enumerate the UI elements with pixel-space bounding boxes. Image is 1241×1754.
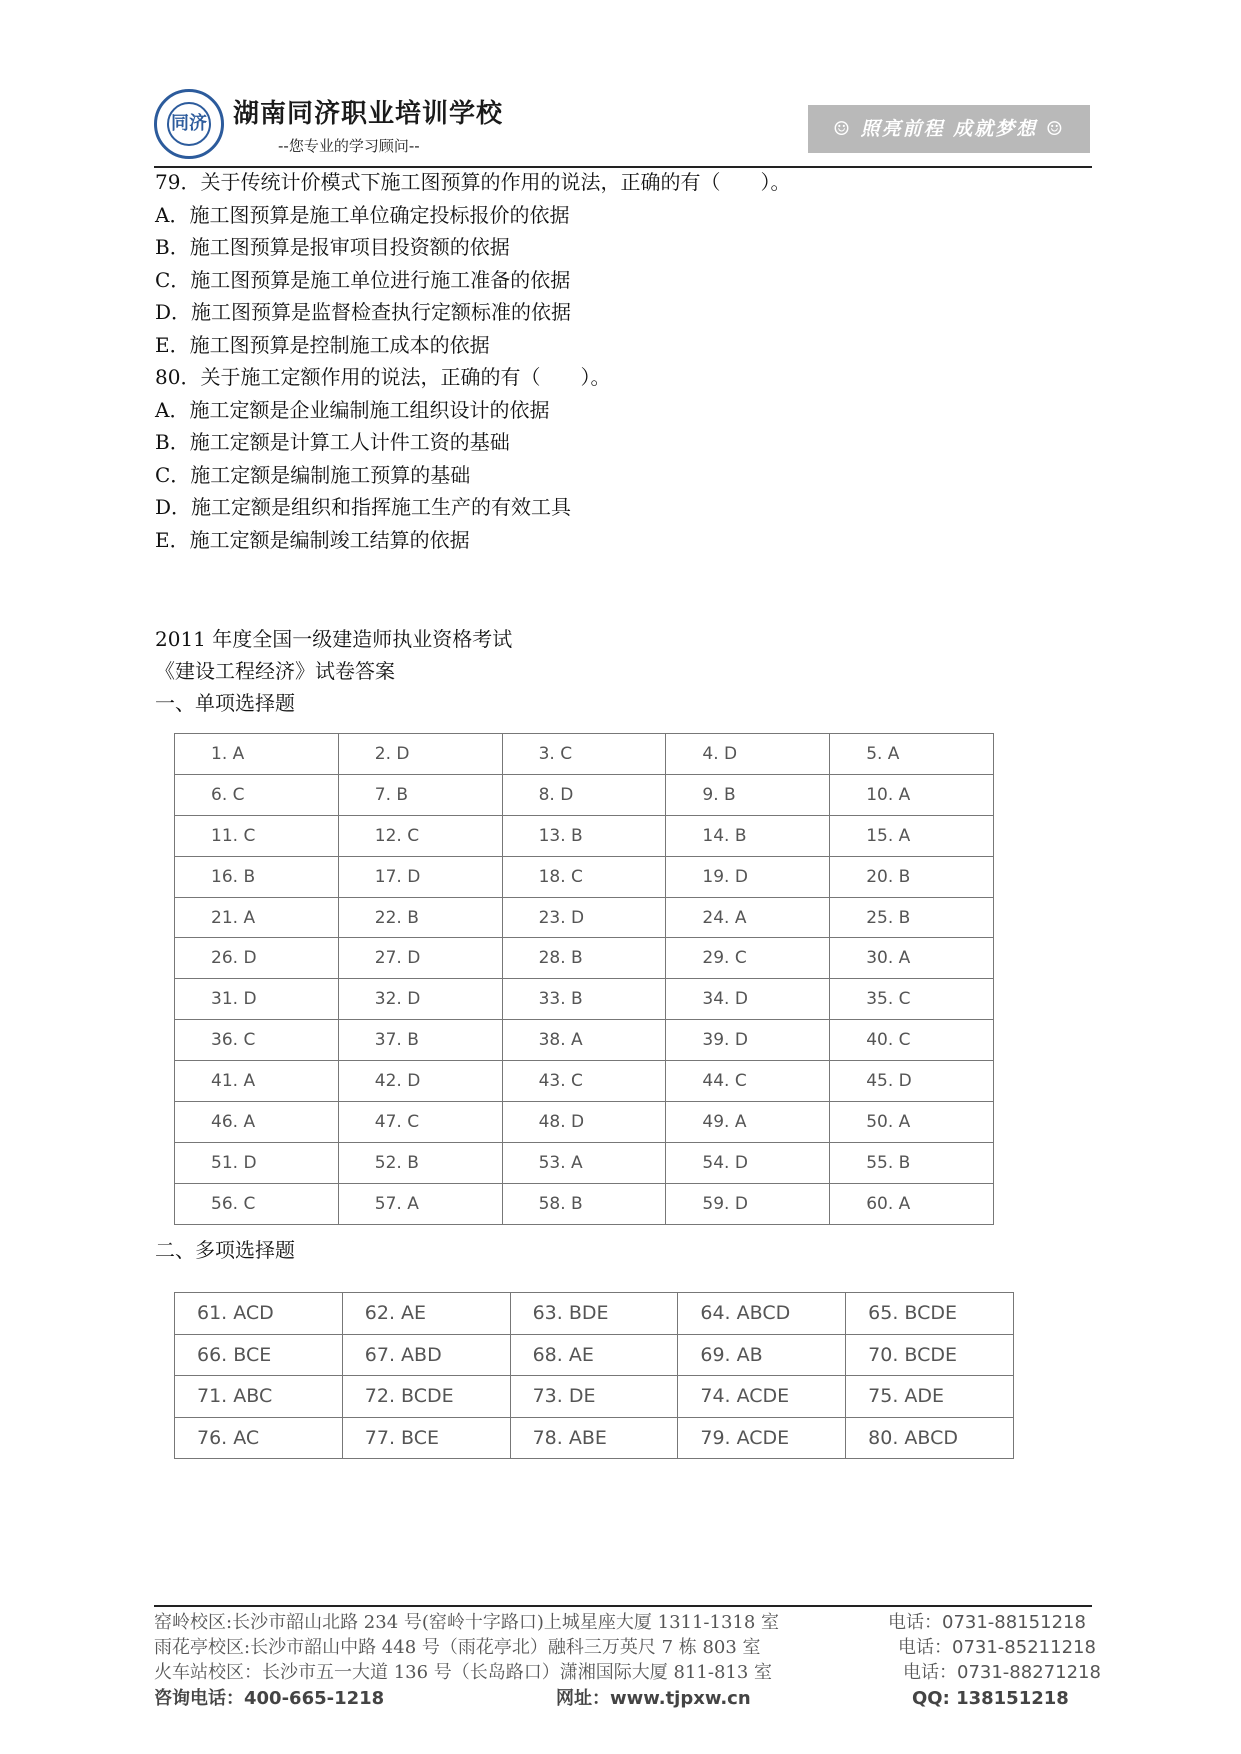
answer-cell: 59. D [666,1183,830,1224]
answer-cell: 49. A [666,1102,830,1143]
single-choice-heading: 一、单项选择题 [155,691,295,715]
answer-cell: 35. C [830,979,994,1020]
question-option: D．施工图预算是监督检查执行定额标准的依据 [155,300,572,324]
answer-cell: 61. ACD [175,1293,343,1335]
answer-cell: 80. ABCD [846,1417,1014,1459]
answer-cell: 38. A [502,1020,666,1061]
campus-address: 窑岭校区:长沙市韶山北路 234 号(窑岭十字路口)上城星座大厦 1311-1318 室 [154,1612,780,1633]
campus-address: 火车站校区：长沙市五一大道 136 号（长岛路口）潇湘国际大厦 811-813 室 [154,1662,773,1683]
answer-cell: 71. ABC [175,1376,343,1418]
answer-cell: 50. A [830,1102,994,1143]
answer-cell: 39. D [666,1020,830,1061]
answer-cell: 76. AC [175,1417,343,1459]
website[interactable]: 网址：www.tjpxw.cn [556,1688,751,1709]
answer-cell: 79. ACDE [678,1417,846,1459]
answer-cell: 27. D [338,938,502,979]
answer-cell: 23. D [502,897,666,938]
answer-cell: 51. D [175,1142,339,1183]
answer-cell: 24. A [666,897,830,938]
table-row [175,1376,1014,1418]
answer-cell: 63. BDE [510,1293,678,1335]
answer-cell: 53. A [502,1142,666,1183]
answer-cell: 30. A [830,938,994,979]
answer-cell: 28. B [502,938,666,979]
table-row [175,856,994,897]
answer-cell: 19. D [666,856,830,897]
answer-cell: 15. A [830,815,994,856]
answer-cell: 60. A [830,1183,994,1224]
answer-cell: 32. D [338,979,502,1020]
answer-cell: 37. B [338,1020,502,1061]
consult-phone: 咨询电话：400-665-1218 [154,1688,385,1709]
campus-phone: 电话：0731-85211218 [898,1637,1096,1658]
answer-cell: 36. C [175,1020,339,1061]
table-row [175,1061,994,1102]
motto-banner: ☺ 照亮前程 成就梦想 ☺ [808,105,1090,153]
table-row [175,938,994,979]
answer-cell: 65. BCDE [846,1293,1014,1335]
table-row [175,1417,1014,1459]
answer-cell: 20. B [830,856,994,897]
answer-cell: 22. B [338,897,502,938]
answer-cell: 9. B [666,774,830,815]
answer-cell: 1. A [175,734,339,775]
question-stem: 79．关于传统计价模式下施工图预算的作用的说法，正确的有（ ）。 [155,170,791,194]
table-row [175,1334,1014,1376]
answer-cell: 3. C [502,734,666,775]
campus-address: 雨花亭校区:长沙市韶山中路 448 号（雨花亭北）融科三万英尺 7 栋 803 室 [154,1637,761,1658]
answer-cell: 52. B [338,1142,502,1183]
answer-cell: 73. DE [510,1376,678,1418]
answer-cell: 46. A [175,1102,339,1143]
answer-cell: 47. C [338,1102,502,1143]
answer-cell: 10. A [830,774,994,815]
answer-cell: 77. BCE [342,1417,510,1459]
answer-cell: 13. B [502,815,666,856]
answer-cell: 66. BCE [175,1334,343,1376]
question-option: E．施工定额是编制竣工结算的依据 [155,528,470,552]
answer-cell: 42. D [338,1061,502,1102]
answer-cell: 74. ACDE [678,1376,846,1418]
answer-cell: 44. C [666,1061,830,1102]
school-name: 湖南同济职业培训学校 [233,99,504,129]
question-stem: 80．关于施工定额作用的说法，正确的有（ ）。 [155,365,611,389]
answer-cell: 62. AE [342,1293,510,1335]
answers-subtitle: 《建设工程经济》试卷答案 [155,659,395,683]
answer-cell: 78. ABE [510,1417,678,1459]
answer-cell: 21. A [175,897,339,938]
answer-cell: 56. C [175,1183,339,1224]
answer-cell: 7. B [338,774,502,815]
question-option: B．施工定额是计算工人计件工资的基础 [155,430,510,454]
answer-cell: 17. D [338,856,502,897]
question-option: A．施工图预算是施工单位确定投标报价的依据 [155,203,570,227]
answer-cell: 29. C [666,938,830,979]
answer-cell: 18. C [502,856,666,897]
campus-phone: 电话：0731-88151218 [888,1612,1086,1633]
logo-mark: 同济 [167,102,211,146]
answer-cell: 67. ABD [342,1334,510,1376]
table-row [175,979,994,1020]
answer-cell: 16. B [175,856,339,897]
page-header [150,85,1092,167]
table-row [175,897,994,938]
answer-cell: 40. C [830,1020,994,1061]
answer-cell: 31. D [175,979,339,1020]
multiple-choice-heading: 二、多项选择题 [155,1238,295,1262]
answer-cell: 45. D [830,1061,994,1102]
answer-cell: 5. A [830,734,994,775]
table-row [175,1183,994,1224]
table-row [175,1293,1014,1335]
question-option: E．施工图预算是控制施工成本的依据 [155,333,490,357]
question-option: D．施工定额是组织和指挥施工生产的有效工具 [155,495,572,519]
answer-cell: 33. B [502,979,666,1020]
answer-cell: 4. D [666,734,830,775]
answer-cell: 70. BCDE [846,1334,1014,1376]
answer-cell: 48. D [502,1102,666,1143]
answer-cell: 69. AB [678,1334,846,1376]
answer-cell: 43. C [502,1061,666,1102]
answer-cell: 41. A [175,1061,339,1102]
answer-cell: 54. D [666,1142,830,1183]
answer-cell: 2. D [338,734,502,775]
single-choice-answer-table [174,733,994,1225]
answer-cell: 68. AE [510,1334,678,1376]
question-option: C．施工定额是编制施工预算的基础 [155,463,471,487]
question-option: B．施工图预算是报审项目投资额的依据 [155,235,510,259]
answer-cell: 72. BCDE [342,1376,510,1418]
answer-cell: 34. D [666,979,830,1020]
school-logo [154,89,224,159]
answers-title: 2011 年度全国一级建造师执业资格考试 [155,627,513,651]
answer-cell: 58. B [502,1183,666,1224]
campus-phone: 电话：0731-88271218 [903,1662,1101,1683]
answer-cell: 8. D [502,774,666,815]
table-row [175,734,994,775]
answer-cell: 26. D [175,938,339,979]
answer-cell: 64. ABCD [678,1293,846,1335]
footer-divider [154,1605,1092,1607]
question-option: C．施工图预算是施工单位进行施工准备的依据 [155,268,571,292]
answer-cell: 6. C [175,774,339,815]
table-row [175,1142,994,1183]
answer-cell: 57. A [338,1183,502,1224]
table-row [175,1102,994,1143]
answer-cell: 55. B [830,1142,994,1183]
answer-cell: 14. B [666,815,830,856]
answer-cell: 12. C [338,815,502,856]
table-row [175,1020,994,1061]
header-divider [154,166,1092,168]
qq-number: QQ: 138151218 [912,1688,1069,1709]
table-row [175,815,994,856]
multiple-choice-answer-table [174,1292,1014,1459]
question-option: A．施工定额是企业编制施工组织设计的依据 [155,398,550,422]
answer-cell: 11. C [175,815,339,856]
school-slogan: --您专业的学习顾问-- [278,137,420,155]
answer-cell: 25. B [830,897,994,938]
table-row [175,774,994,815]
answer-cell: 75. ADE [846,1376,1014,1418]
